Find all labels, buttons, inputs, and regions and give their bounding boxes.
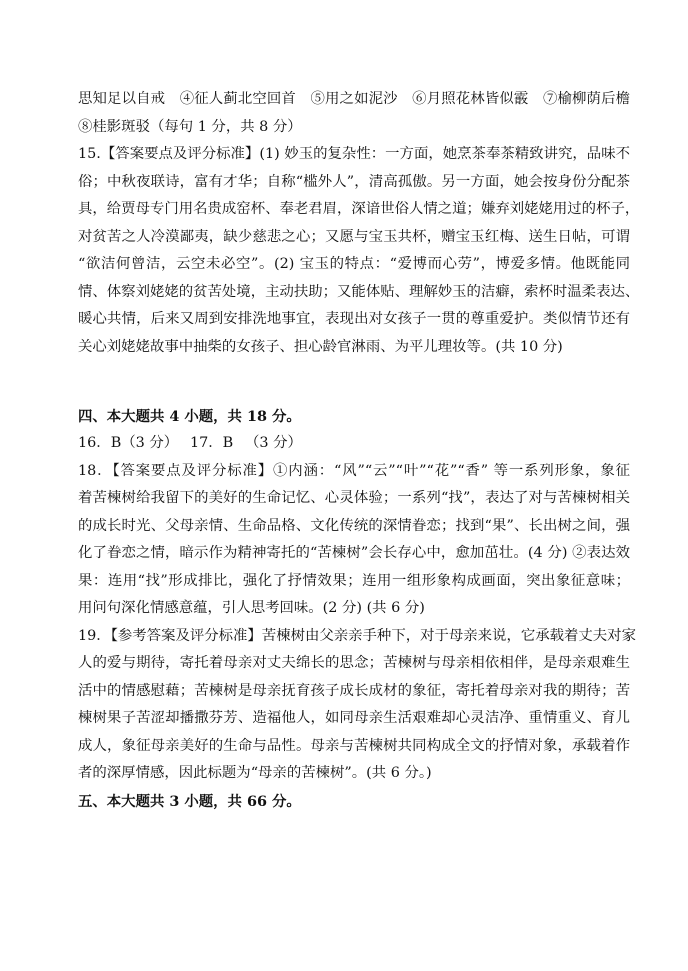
q19-line: 成人，象征母亲美好的生命与品性。母亲与苦楝树共同构成全文的抒情对象，承载着作: [78, 737, 630, 754]
q18-line: 化了眷恋之情，暗示作为精神寄托的“苦楝树”会长存心中，愈加茁壮。(4 分) ②表达效: [78, 545, 630, 561]
spacer: [78, 361, 630, 389]
q15-line: “欲洁何曾洁，云空未必空”。(2) 宝玉的特点：“爱博而心劳”，博爱多情。他既能同: [78, 256, 630, 272]
q14-answer-line-1: 思知足以自戒 ④征人蓟北空回首 ⑤用之如泥沙 ⑥月照花林皆似霰 ⑦榆柳荫后檐: [78, 91, 630, 107]
section-5-heading: 五、本大题共 3 小题，共 66 分。: [78, 792, 301, 810]
q15-line: 对贫苦之人冷漠鄙夷，缺少慈悲之心；又愿与宝玉共杯，赠宝玉红梅、送生日帖，可谓: [78, 228, 630, 245]
q19-line: 楝树果子苦涩却播撒芬芳、造福他人，如同母亲生活艰难却心灵洁净、重情重义、育儿: [78, 710, 630, 726]
q19-answer: [78, 623, 636, 788]
q15-line: 俗；中秋夜联诗，富有才华；自称“槛外人”，清高孤傲。另一方面，她会按身份分配茶: [78, 173, 630, 190]
q18-line: 用问句深化情感意蕴，引人思考回味。(2 分) (共 6 分): [78, 600, 425, 616]
q15-line: 情、体察刘姥姥的贫苦处境，主动扶助；又能体贴、理解妙玉的洁癖，索杯时温柔表达、: [78, 283, 640, 300]
q15-line: 关心刘姥姥故事中抽柴的女孩子、担心龄官淋雨、为平儿理妆等。(共 10 分): [78, 338, 563, 355]
q15-answer: [78, 141, 640, 361]
q18-line: 着苦楝树给我留下的美好的生命记忆、心灵体验；一系列“找”，表达了对与苦楝树相关: [78, 490, 630, 506]
q16-q17-answers: 16．B（3 分） 17．B （3 分）: [78, 435, 302, 451]
q19-line: 19．【参考答案及评分标准】苦楝树由父亲亲手种下，对于母亲来说，它承载着丈夫对家: [78, 627, 636, 644]
q15-line: 暖心共情，后来又周到安排洗地事宜，表现出对女孩子一贯的尊重爱护。类似情节还有: [78, 311, 630, 327]
q18-answer: [78, 458, 630, 623]
spacer: [78, 389, 630, 403]
q18-line: 18．【答案要点及评分标准】①内涵：“风”“云”“叶”“花”“香” 等一系列形象，象征: [78, 462, 630, 479]
q15-line: 具，给贾母专门用名贵成窑杯、奉老君眉，深谙世俗人情之道；嫌弃刘姥姥用过的杯子，: [78, 201, 640, 217]
q19-line: 人的爱与期待，寄托着母亲对丈夫绵长的思念；苦楝树与母亲相依相伴，是母亲艰难生: [78, 655, 630, 671]
q15-line: 15.【答案要点及评分标准】(1) 妙玉的复杂性：一方面，她烹茶奉茶精致讲究，品味不: [78, 146, 630, 162]
q18-line: 的成长时光、父母亲情、生命品格、文化传统的深情眷恋；找到“果”、长出树之间，强: [78, 517, 630, 534]
q18-line: 果：连用“找”形成排比，强化了抒情效果；连用一组形象构成画面，突出象征意味；: [78, 572, 630, 589]
q19-line: 活中的情感慰藉；苦楝树是母亲抚育孩子成长成材的象征，寄托着母亲对我的期待；苦: [78, 682, 630, 699]
q19-line: 者的深厚情感，因此标题为“母亲的苦楝树”。(共 6 分。): [78, 765, 432, 781]
section-4-heading: 四、本大题共 4 小题，共 18 分。: [78, 407, 301, 425]
q14-answer-line-2: ⑧桂影斑驳（每句 1 分，共 8 分）: [78, 118, 302, 135]
